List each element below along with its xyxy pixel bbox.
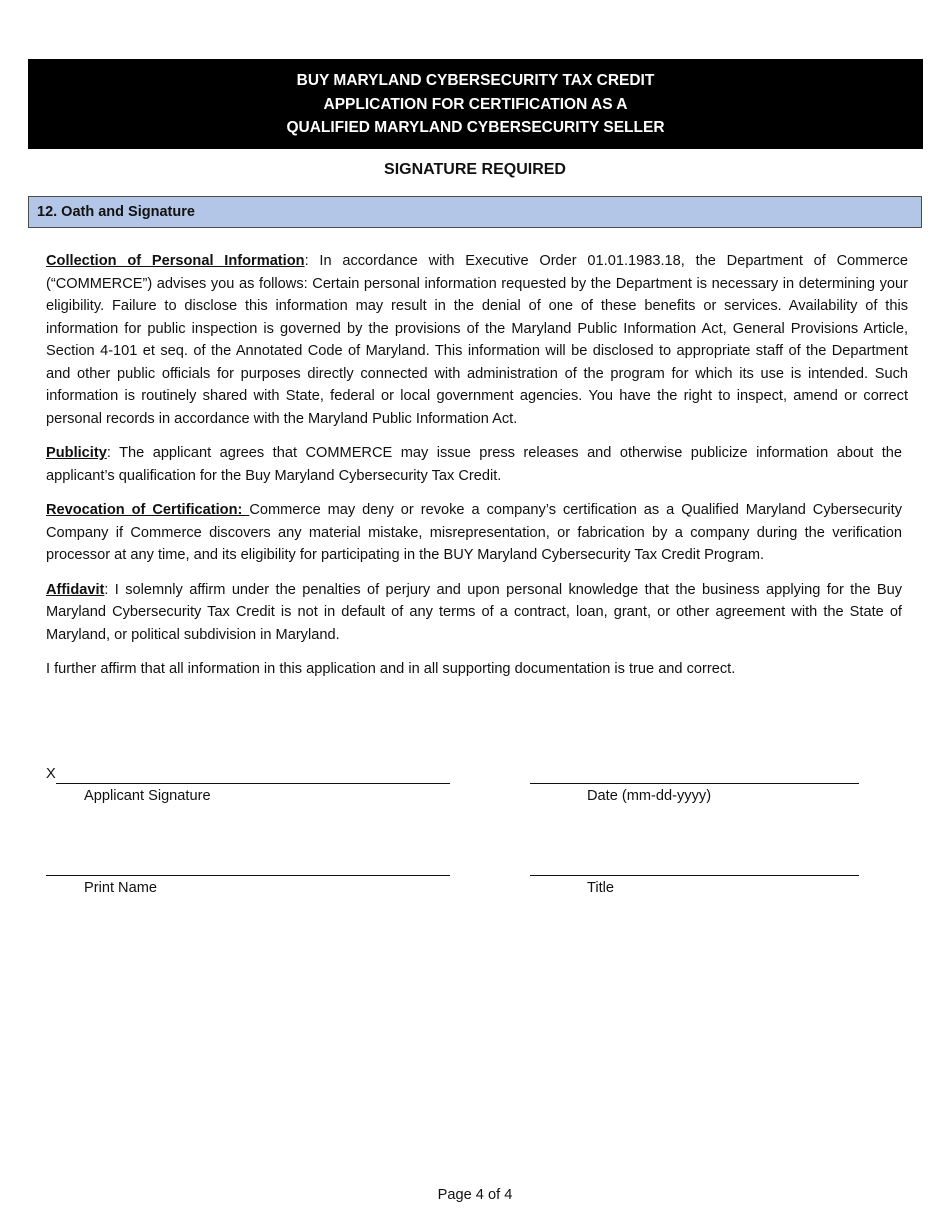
paragraph-further-affirm: I further affirm that all information in this application and in all supporting documentation is true and correct.: [46, 661, 736, 677]
applicant-signature-label: Applicant Signature: [84, 788, 211, 804]
title-line[interactable]: [530, 858, 859, 876]
oath-body: [46, 250, 908, 693]
paragraph-lead: Affidavit: [46, 581, 105, 598]
print-name-label: Print Name: [84, 880, 157, 896]
paragraph-lead: Revocation of Certification:: [46, 502, 250, 518]
paragraph-text: : The applicant agrees that COMMERCE may issue press releases and otherwise publicize information about the applicant’s qualification for the Buy Maryland Cybersecurity Tax Credit.: [46, 445, 902, 484]
header-line-3: QUALIFIED MARYLAND CYBERSECURITY SELLER: [286, 119, 665, 136]
applicant-signature-line[interactable]: [56, 766, 450, 784]
paragraph-revocation: [46, 499, 902, 567]
paragraph-text: : I solemnly affirm under the penalties of perjury and upon personal knowledge that the business applying for the Buy Maryland Cybersecurity Tax Credit is not in default of any terms of a contract, loan, grant, or other agreement with the State of Maryland, or political subdivision in Maryland.: [46, 581, 902, 643]
paragraph-lead: Publicity: [46, 445, 107, 461]
paragraph-text: : In accordance with Executive Order 01.01.1983.18, the Department of Commerce (“COMMERCE”) advises you as follows: Certain personal information requested by the Department is necessary in determining your eligibility. Failure to disclose this information may result in the denial of one of these benefits or services. Availability of this information for public inspection is governed by the provisions of the Maryland Public Information Act, General Provisions Article, Section 4-101 et seq. of the Annotated Code of Maryland. This information will be disclosed to appropriate staff of the Department and other public officials for purposes directly connected with administration of the program for which its use is intended. Such information is routinely shared with State, federal or local government agencies. You have the right to inspect, amend or correct personal records in accordance with the Maryland Public Information Act.: [46, 253, 908, 427]
title-label: Title: [587, 880, 615, 896]
paragraph-text: Commerce may deny or revoke a company’s certification as a Qualified Maryland Cybersecurity Company if Commerce discovers any material mistake, misrepresentation, or fabrication by a company during the verification processor at any time, and its eligibility for participating in the BUY Maryland Cybersecurity Tax Credit Program.: [46, 502, 902, 563]
print-name-line[interactable]: [46, 858, 450, 876]
paragraph-collection: [46, 250, 908, 430]
header-line-2: APPLICATION FOR CERTIFICATION AS A: [323, 95, 628, 113]
signature-x-mark: X: [46, 766, 56, 782]
page-number: Page 4 of 4: [437, 1187, 513, 1203]
document-header-banner: [28, 59, 923, 149]
paragraph-affidavit: [46, 579, 902, 647]
header-line-1: BUY MARYLAND CYBERSECURITY TAX CREDIT: [296, 72, 655, 89]
date-label: Date (mm-dd-yyyy): [587, 788, 712, 804]
section-header-oath-signature: 12. Oath and Signature: [28, 196, 922, 228]
paragraph-publicity: [46, 442, 902, 487]
date-line[interactable]: [530, 766, 859, 784]
signature-required-heading: SIGNATURE REQUIRED: [384, 161, 566, 178]
paragraph-lead: Collection of Personal Information: [46, 253, 305, 269]
